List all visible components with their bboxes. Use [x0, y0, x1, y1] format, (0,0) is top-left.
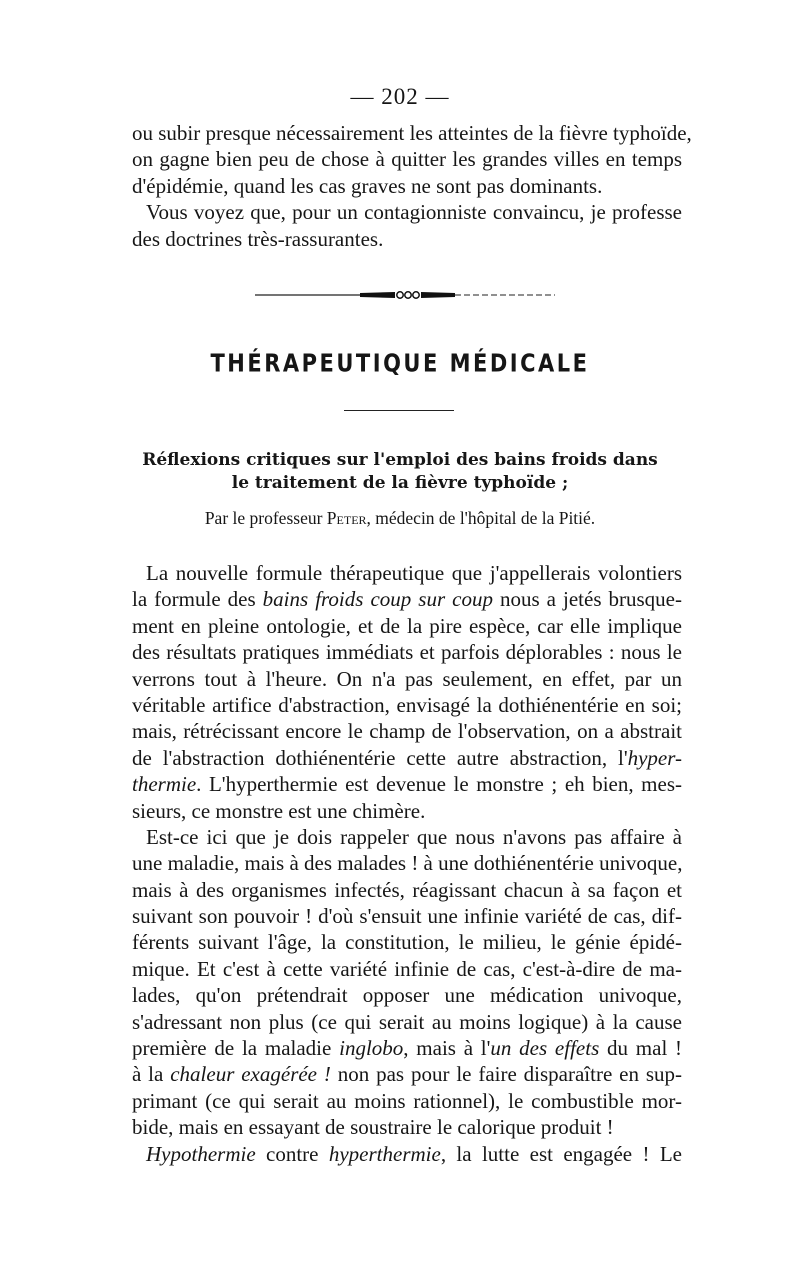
- text-line: Vous voyez que, pour un contagionniste convaincu, je professe: [146, 200, 682, 225]
- text-line: thermie. L'hyperthermie est devenue le monstre ; eh bien, mes-: [132, 772, 682, 797]
- text-line: à la chaleur exagérée ! non pas pour le faire disparaître en sup-: [132, 1062, 683, 1087]
- byline-prefix: Par le professeur: [204, 508, 327, 528]
- text-line: ment en pleine ontologie, et de la pire espèce, car elle implique: [132, 613, 682, 638]
- text-line: mique. Et c'est à cette variété infinie de cas, c'est-à-dire de ma-: [132, 956, 682, 981]
- title-rule: [344, 410, 454, 411]
- text-line: primant (ce qui serait au moins rationnel), le combustible mor-: [132, 1088, 682, 1113]
- author-name: Peter: [326, 508, 367, 528]
- text-line: première de la maladie inglobo, mais à l'un des effets du mal !: [132, 1036, 683, 1061]
- byline: [120, 508, 680, 529]
- text-line: lades, qu'on prétendrait opposer une médication univoque,: [132, 983, 682, 1008]
- byline-suffix: , médecin de l'hôpital de la Pitié.: [366, 508, 596, 528]
- text-line: d'épidémie, quand les cas graves ne sont pas dominants.: [132, 173, 603, 198]
- intro-paragraph: [132, 120, 692, 252]
- text-line: on gagne bien peu de chose à quitter les grandes villes en temps: [132, 147, 682, 172]
- text-line: suivant son pouvoir ! d'où s'ensuit une infinie variété de cas, dif-: [132, 904, 682, 929]
- text-line: verrons tout à l'heure. On n'a pas seulement, en effet, par un: [132, 666, 682, 691]
- page-number: — 202 —: [350, 84, 450, 109]
- text-line: Est-ce ici que je dois rappeler que nous n'avons pas affaire à: [146, 824, 682, 849]
- text-line: s'adressant non plus (ce qui serait au moins logique) à la cause: [132, 1009, 682, 1034]
- section-title: THÉRAPEUTIQUE MÉDICALE: [210, 348, 590, 378]
- text-line: véritable artifice d'abstraction, envisagé la dothiénentérie en soi;: [132, 692, 682, 717]
- text-line: La nouvelle formule thérapeutique que j'appellerais volontiers: [146, 561, 682, 585]
- article-title-line: le traitement de la fièvre typhoïde ;: [231, 473, 569, 493]
- text-line: sieurs, ce monstre est une chimère.: [132, 798, 426, 823]
- text-line: des doctrines très-rassurantes.: [132, 226, 384, 251]
- text-line: mais, rétrécissant encore le champ de l'observation, on a abstrait: [132, 719, 682, 744]
- text-line: bide, mais en essayant de soustraire le calorique produit !: [132, 1115, 614, 1140]
- text-line: Hypothermie contre hyperthermie, la lutte est engagée ! Le: [146, 1141, 682, 1166]
- text-line: ou subir presque nécessairement les atteintes de la fièvre typhoïde,: [132, 121, 692, 145]
- text-line: de l'abstraction dothiénentérie cette autre abstraction, l'hyper-: [132, 745, 682, 770]
- ornamental-divider: [255, 288, 555, 302]
- article-title-line: Réflexions critiques sur l'emploi des bains froids dans: [142, 450, 658, 470]
- text-line: une maladie, mais à des malades ! à une dothiénentérie univoque,: [132, 851, 683, 876]
- text-line: férents suivant l'âge, la constitution, le milieu, le génie épidé-: [132, 930, 682, 955]
- text-line: mais à des organismes infectés, réagissant chacun à sa façon et: [132, 877, 682, 902]
- body-text: [132, 560, 682, 1167]
- article-title: [120, 449, 680, 495]
- text-line: des résultats pratiques immédiats et parfois déplorables : nous le: [132, 640, 682, 665]
- text-line: la formule des bains froids coup sur coup nous a jetés brusque-: [132, 587, 682, 612]
